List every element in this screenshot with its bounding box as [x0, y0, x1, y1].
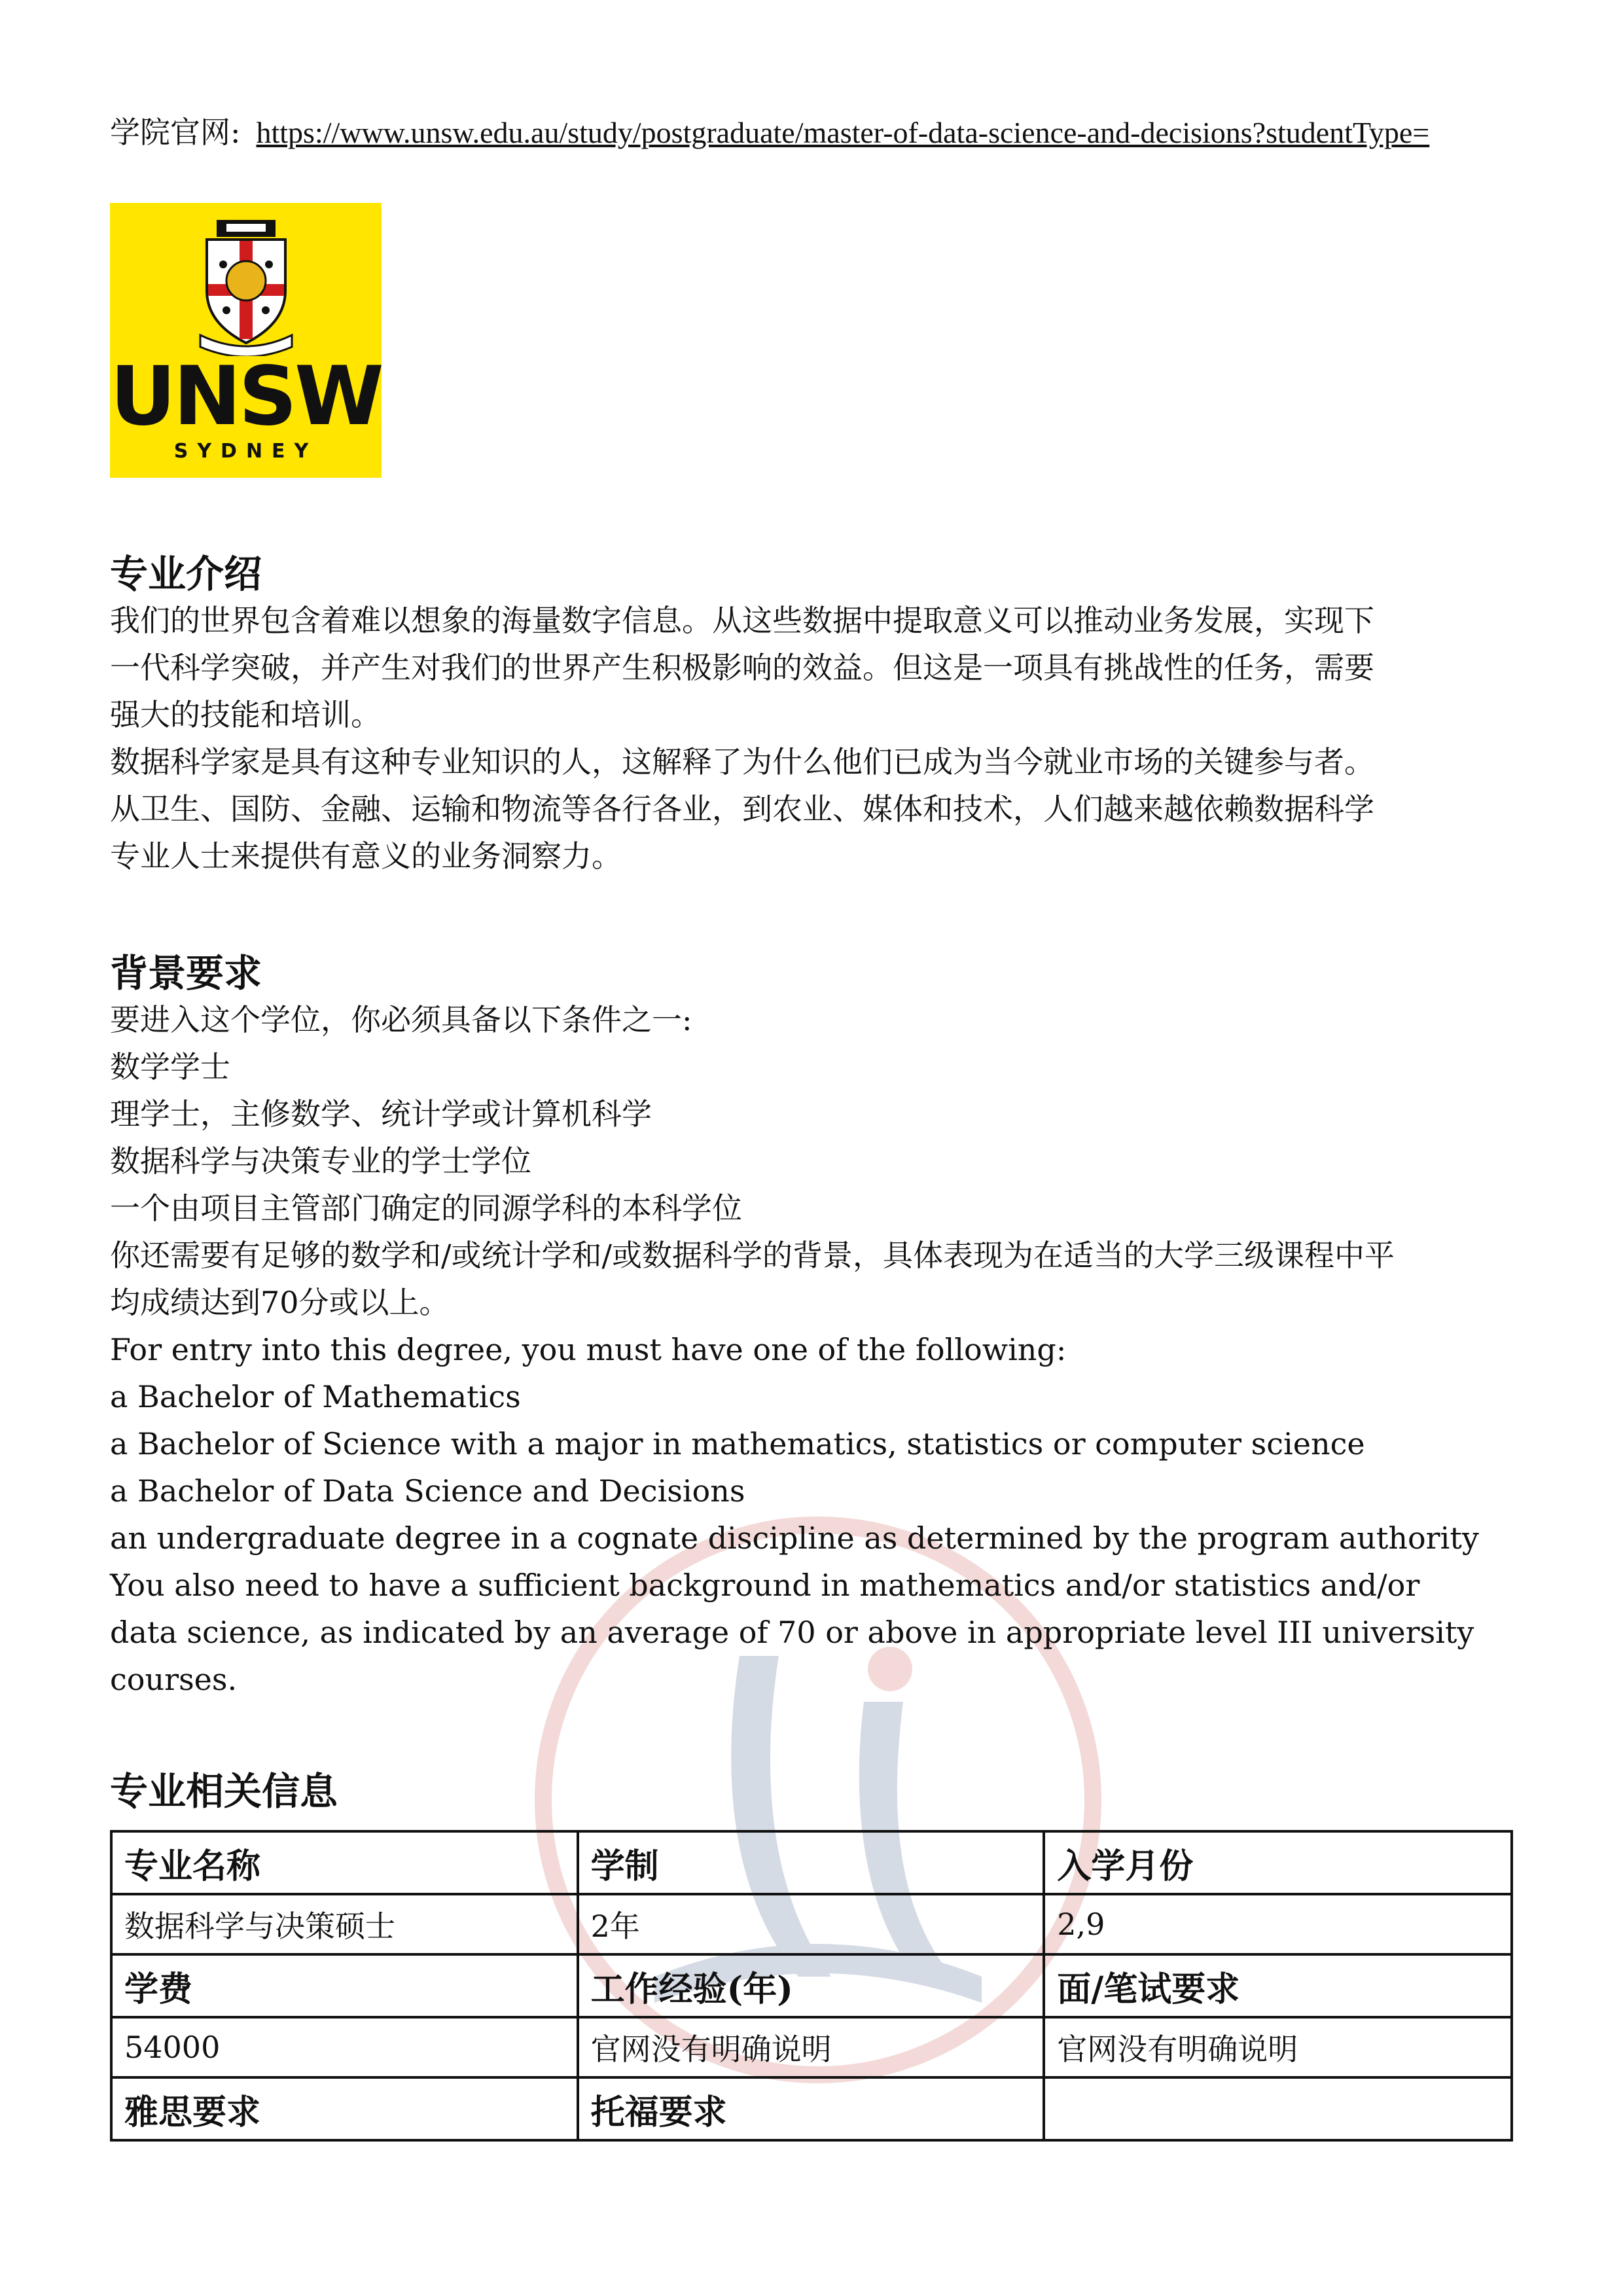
website-label: 学院官网:	[110, 115, 241, 150]
background-line: You also need to have a sufficient background in mathematics and/or statistics and/or	[110, 1568, 1420, 1603]
table-cell: 专业名称	[111, 1831, 578, 1894]
intro-line: 强大的技能和培训。	[110, 697, 381, 732]
background-line: 均成绩达到70分或以上。	[110, 1285, 450, 1320]
table-cell: 官网没有明确说明	[1044, 2017, 1512, 2077]
table-cell: 面/笔试要求	[1044, 1954, 1512, 2017]
table-cell: 工作经验(年)	[578, 1954, 1044, 2017]
background-paragraph	[110, 996, 1530, 1703]
background-line: For entry into this degree, you must have one of the following:	[110, 1332, 1067, 1367]
logo-wordmark: UNSW	[110, 350, 382, 444]
background-line: a Bachelor of Science with a major in mathematics, statistics or computer science	[110, 1426, 1365, 1462]
intro-line: 一代科学突破，并产生对我们的世界产生积极影响的效益。但这是一项具有挑战性的任务，需要	[110, 650, 1374, 685]
table-row	[111, 1831, 1512, 1894]
background-line: data science, as indicated by an average of 70 or above in appropriate level III university	[110, 1615, 1474, 1650]
background-line: 一个由项目主管部门确定的同源学科的本科学位	[110, 1191, 742, 1226]
logo-subtitle: SYDNEY	[173, 440, 318, 463]
intro-line: 从卫生、国防、金融、运输和物流等各行各业，到农业、媒体和技术，人们越来越依赖数据科学	[110, 791, 1374, 827]
table-row	[111, 1894, 1512, 1954]
table-row	[111, 2077, 1512, 2140]
unsw-logo	[110, 203, 382, 478]
background-line: courses.	[110, 1662, 238, 1697]
table-cell: 托福要求	[578, 2077, 1044, 2140]
intro-paragraph	[110, 597, 1530, 880]
website-link[interactable]: https://www.unsw.edu.au/study/postgraduate/master-of-data-science-and-decisions?studentType=	[256, 116, 1430, 149]
background-line: an undergraduate degree in a cognate discipline as determined by the program authority	[110, 1520, 1479, 1556]
table-row	[111, 1954, 1512, 2017]
table-cell: 官网没有明确说明	[578, 2017, 1044, 2077]
background-line: 你还需要有足够的数学和/或统计学和/或数据科学的背景，具体表现为在适当的大学三级课程中平	[110, 1238, 1395, 1273]
details-table	[110, 1830, 1513, 2142]
background-line: a Bachelor of Data Science and Decisions	[110, 1473, 745, 1509]
background-line: 要进入这个学位，你必须具备以下条件之一:	[110, 1002, 692, 1037]
website-line	[110, 109, 1623, 152]
background-line: 数学学士	[110, 1049, 230, 1085]
background-line: a Bachelor of Mathematics	[110, 1379, 521, 1414]
background-line: 理学士，主修数学、统计学或计算机科学	[110, 1096, 652, 1132]
table-cell: 2,9	[1044, 1894, 1512, 1954]
intro-line: 我们的世界包含着难以想象的海量数字信息。从这些数据中提取意义可以推动业务发展，实现下	[110, 603, 1374, 638]
table-cell: 数据科学与决策硕士	[111, 1894, 578, 1954]
table-cell: 2年	[578, 1894, 1044, 1954]
background-line: 数据科学与决策专业的学士学位	[110, 1143, 531, 1179]
intro-line: 数据科学家是具有这种专业知识的人，这解释了为什么他们已成为当今就业市场的关键参与者。	[110, 744, 1374, 780]
intro-heading: 专业介绍	[110, 552, 262, 596]
table-cell	[1044, 2077, 1512, 2140]
details-heading: 专业相关信息	[110, 1769, 338, 1814]
table-cell: 入学月份	[1044, 1831, 1512, 1894]
table-cell: 雅思要求	[111, 2077, 578, 2140]
table-cell: 学费	[111, 1954, 578, 2017]
table-cell: 54000	[111, 2017, 578, 2077]
background-heading: 背景要求	[110, 951, 262, 996]
table-cell: 学制	[578, 1831, 1044, 1894]
intro-line: 专业人士来提供有意义的业务洞察力。	[110, 838, 622, 874]
table-row	[111, 2017, 1512, 2077]
crest-icon	[194, 219, 298, 356]
